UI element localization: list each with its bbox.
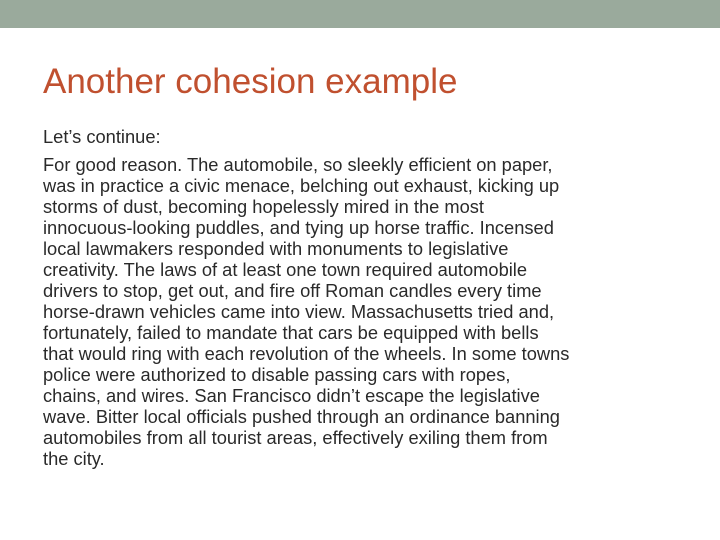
body-paragraph: [43, 154, 683, 469]
paragraph-line: storms of dust, becoming hopelessly mired in the most: [43, 196, 484, 217]
paragraph-line: local lawmakers responded with monuments to legislative: [43, 238, 509, 259]
paragraph-line: fortunately, failed to mandate that cars be equipped with bells: [43, 322, 539, 343]
paragraph-line: automobiles from all tourist areas, effectively exiling them from: [43, 427, 548, 448]
paragraph-line: creativity. The laws of at least one town required automobile: [43, 259, 528, 280]
slide-title: Another cohesion example: [43, 62, 458, 101]
paragraph-line: For good reason. The automobile, so sleekly efficient on paper,: [43, 154, 553, 175]
paragraph-line: was in practice a civic menace, belching out exhaust, kicking up: [43, 175, 560, 196]
slide-body: [43, 126, 683, 469]
slide-top-bar: [0, 0, 720, 28]
paragraph-line: drivers to stop, get out, and fire off Roman candles every time: [43, 280, 542, 301]
paragraph-line: horse-drawn vehicles came into view. Massachusetts tried and,: [43, 301, 555, 322]
paragraph-line: police were authorized to disable passing cars with ropes,: [43, 364, 511, 385]
paragraph-line: innocuous-looking puddles, and tying up horse traffic. Incensed: [43, 217, 554, 238]
intro-line: Let’s continue:: [43, 126, 161, 147]
paragraph-line: wave. Bitter local officials pushed through an ordinance banning: [43, 406, 560, 427]
paragraph-line: chains, and wires. San Francisco didn’t escape the legislative: [43, 385, 540, 406]
paragraph-line: the city.: [43, 448, 105, 469]
paragraph-line: that would ring with each revolution of the wheels. In some towns: [43, 343, 570, 364]
